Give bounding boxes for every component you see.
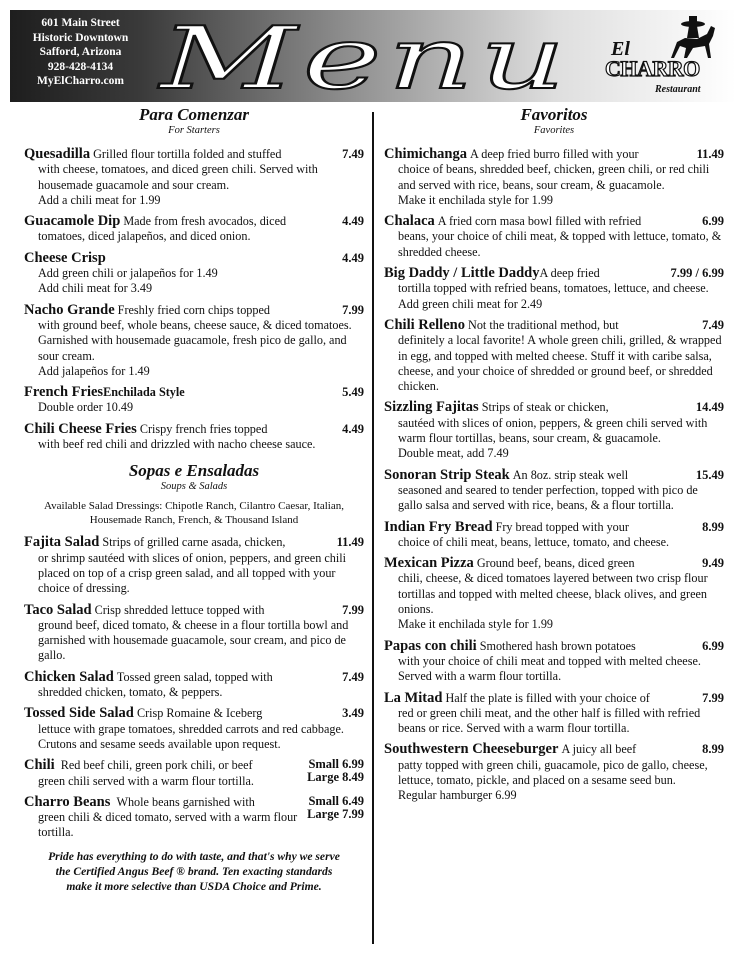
address-line: Safford, Arizona — [39, 46, 122, 58]
menu-item-cheese-crisp — [24, 251, 364, 297]
item-name: Nacho Grande — [24, 301, 115, 318]
item-body: with cheese, tomatoes, and diced green chili. Served with housemade guacamole and sour cream. — [38, 162, 318, 192]
menu-item-fajita-salad — [24, 535, 364, 596]
menu-item-nacho-grande — [24, 303, 364, 379]
item-sizes — [307, 795, 364, 821]
item-desc: Crisp shredded lettuce topped with — [94, 602, 265, 617]
item-price: 4.49 — [342, 250, 364, 265]
item-desc: Not the traditional method, but — [468, 317, 619, 332]
item-name: Sonoran Strip Steak — [384, 466, 510, 483]
item-desc: A fried corn masa bowl filled with refried — [437, 214, 642, 229]
item-body: tomatoes, diced jalapeños, and diced onion. — [38, 229, 251, 244]
restaurant-address — [18, 16, 143, 89]
item-name: Chili Cheese Fries — [24, 420, 137, 437]
item-name: Sizzling Fajitas — [384, 399, 479, 416]
item-price: 14.49 — [695, 400, 724, 415]
item-price: 7.99 — [342, 602, 364, 617]
item-body: with ground beef, whole beans, cheese sauce, & diced tomatoes. Garnished with housemade guacamole, fresh pico de gallo, and sour cream. — [38, 317, 352, 363]
logo-el: El — [611, 38, 630, 60]
note-line: make it more selective than USDA Choice and Prime. — [66, 879, 322, 893]
item-name: Cheese Crisp — [24, 249, 106, 266]
certified-angus-note — [24, 849, 364, 894]
section-subtitle-soups: Soups & Salads — [160, 481, 228, 493]
item-price-small: Small 6.99 — [308, 757, 364, 772]
right-column — [384, 106, 724, 810]
phone-number: 928-428-4134 — [47, 60, 114, 73]
section-subtitle-starters: For Starters — [168, 125, 220, 136]
menu-item-la-mitad — [384, 691, 724, 737]
item-desc: A juicy all beef — [561, 742, 637, 757]
item-body: Add green chili or jalapeños for 1.49 — [38, 266, 218, 281]
item-desc: An 8oz. strip steak well — [512, 467, 629, 482]
section-title-starters: Para Comenzar — [138, 105, 250, 124]
item-name: Fajita Salad — [24, 534, 100, 551]
item-body: definitely a local favorite! A whole green chili, grilled, & wrapped in egg, and topped with melted cheese. Stuff it with caribe salsa, cheese, and your choice of shredded or ground beef, or shredded chicken. — [398, 333, 722, 394]
address-line: Historic Downtown — [32, 31, 129, 44]
item-price: 4.49 — [342, 214, 364, 229]
menu-item-papas-con-chili — [384, 639, 724, 685]
item-name: Chalaca — [384, 213, 435, 230]
item-desc: Half the plate is filled with your choice of — [445, 690, 650, 705]
menu-item-chili — [24, 758, 364, 789]
item-body: tortilla topped with refried beans, tomatoes, lettuce, and cheese. Add green chili meat for 2.49 — [398, 281, 709, 311]
menu-item-chimichanga — [384, 147, 724, 208]
item-extra: Add chili meat for 3.49 — [38, 281, 153, 296]
item-name: Charro Beans — [24, 793, 111, 810]
item-price: 7.49 — [342, 669, 364, 684]
item-price-small: Small 6.49 — [308, 793, 364, 808]
item-price: 9.49 — [702, 556, 724, 571]
item-name: Quesadilla — [24, 146, 91, 162]
item-body: with your choice of chili meat and topped with melted cheese. Served with a warm flour tortilla. — [398, 653, 701, 684]
item-desc: Ground beef, beans, diced green — [476, 556, 635, 571]
item-price: 6.99 — [702, 638, 724, 653]
item-body: chili, cheese, & diced tomatoes layered between two crisp flour tortillas and topped with melted cheese, black olives, and green onions. — [398, 571, 708, 617]
item-price: 7.49 — [702, 317, 724, 332]
menu-item-mexican-pizza — [384, 556, 724, 632]
item-desc: Smothered hash brown potatoes — [479, 638, 636, 653]
item-desc: Crisp Romaine & Iceberg — [136, 706, 263, 721]
item-desc: Made from fresh avocados, diced — [123, 214, 287, 229]
menu-item-charro-beans — [24, 795, 364, 841]
item-extra: Regular hamburger 6.99 — [398, 788, 517, 803]
item-desc: Freshly fried corn chips topped — [117, 302, 270, 317]
item-extra: Add jalapeños for 1.49 — [38, 363, 150, 378]
item-body: Double order 10.49 — [38, 400, 134, 415]
item-price: 5.49 — [342, 385, 364, 400]
item-name: Chili Relleno — [384, 316, 465, 333]
item-body: choice of beans, shredded beef, chicken, green chili, or red chili and served with rice, beans, sour cream, & guacamole. — [398, 162, 710, 192]
item-body: green chili & diced tomato, served with a warm flour tortilla. — [38, 810, 298, 840]
item-price: 8.99 — [702, 742, 724, 757]
menu-item-southwestern-cheeseburger — [384, 742, 724, 803]
item-body: patty topped with green chili, guacamole, pico de gallo, cheese, lettuce, tomato, pickle, and placed on a sesame seed bun. — [398, 757, 708, 787]
logo-restaurant: Restaurant — [655, 84, 701, 95]
item-body: green chili served with a warm flour tortilla. — [38, 773, 254, 788]
item-name: Tossed Side Salad — [24, 705, 134, 722]
note-line: Pride has everything to do with taste, and that's why we serve — [48, 849, 340, 863]
item-name: Southwestern Cheeseburger — [384, 741, 559, 758]
item-desc: Red beef chili, green pork chili, or beef — [60, 758, 253, 773]
item-price: 11.49 — [336, 535, 364, 550]
item-desc: Whole beans garnished with — [116, 794, 255, 809]
menu-header — [10, 9, 736, 109]
column-divider — [372, 112, 374, 944]
item-body: red or green chili meat, and the other half is filled with refried beans or rice. Served with a warm flour tortilla. — [398, 705, 701, 736]
item-desc: Crispy french fries topped — [139, 421, 268, 436]
menu-item-chili-cheese-fries — [24, 422, 364, 453]
item-price: 6.99 — [702, 214, 724, 229]
item-desc: Strips of grilled carne asada, chicken, — [102, 535, 286, 550]
item-desc: Fry bread topped with your — [495, 519, 629, 534]
item-name: Guacamole Dip — [24, 213, 121, 230]
address-line: 601 Main Street — [41, 17, 120, 29]
menu-item-sonoran-strip-steak — [384, 468, 724, 514]
item-name: French Fries — [24, 384, 104, 401]
item-price: 8.99 — [702, 519, 724, 534]
section-title-soups: Sopas e Ensaladas — [128, 461, 260, 481]
item-name: Chili — [24, 757, 55, 774]
item-desc: A deep fried — [539, 266, 600, 281]
item-body: sautéed with slices of onion, peppers, & green chili served with warm flour tortillas, beans, sour cream, & guacamole. — [398, 415, 708, 446]
item-extra: Make it enchilada style for 1.99 — [398, 192, 554, 207]
item-extra: Add a chili meat for 1.99 — [38, 192, 161, 207]
item-desc: Strips of steak or chicken, — [481, 400, 609, 415]
item-desc: Enchilada Style — [103, 385, 185, 400]
el-charro-logo — [605, 12, 730, 102]
logo-charro: CHARRO — [605, 56, 700, 81]
menu-item-guacamole-dip — [24, 214, 364, 245]
menu-item-chili-relleno — [384, 318, 724, 394]
item-body: ground beef, diced tomato, & cheese in a flour tortilla bowl and garnished with housemade guacamole, sour cream, and pico de gallo. — [38, 617, 349, 663]
item-name: Chicken Salad — [24, 668, 114, 685]
item-body: seasoned and seared to tender perfection, topped with pico de gallo salsa and served with rice, beans, & a flour tortilla. — [398, 482, 698, 513]
item-price: 7.99 — [342, 302, 364, 317]
item-body: lettuce with grape tomatoes, shredded carrots and red cabbage. Crutons and sesame seeds available upon request. — [38, 721, 344, 751]
item-name: Papas con chili — [384, 637, 477, 654]
item-price-large: Large 8.49 — [307, 770, 364, 785]
item-price: 4.49 — [342, 421, 364, 436]
left-column — [24, 106, 364, 894]
menu-item-quesadilla — [24, 147, 364, 208]
item-price: 7.49 — [342, 147, 364, 161]
item-name: Big Daddy / Little Daddy — [384, 265, 540, 282]
item-desc: A deep fried burro filled with your — [470, 147, 639, 161]
item-price: 7.99 — [702, 690, 724, 705]
item-body: beans, your choice of chili meat, & topped with lettuce, tomato, & shredded cheese. — [398, 229, 722, 259]
section-title-favorites: Favoritos — [520, 105, 588, 124]
menu-item-tossed-side-salad — [24, 706, 364, 752]
menu-item-french-fries — [24, 385, 364, 416]
item-price: 3.49 — [342, 706, 364, 721]
menu-item-indian-fry-bread — [384, 520, 724, 551]
item-price: 7.99 / 6.99 — [670, 266, 724, 281]
menu-item-sizzling-fajitas — [384, 400, 724, 461]
item-price: 15.49 — [695, 467, 724, 482]
menu-item-chalaca — [384, 214, 724, 260]
item-name: Taco Salad — [24, 601, 92, 618]
item-body: shredded chicken, tomato, & peppers. — [38, 685, 223, 700]
item-name: La Mitad — [384, 689, 443, 706]
item-name: Indian Fry Bread — [384, 518, 493, 535]
item-desc: Tossed green salad, topped with — [116, 669, 273, 684]
item-name: Chimichanga — [384, 146, 467, 162]
menu-item-taco-salad — [24, 603, 364, 664]
menu-title: Menu — [160, 9, 572, 109]
item-extra: Make it enchilada style for 1.99 — [398, 617, 554, 632]
menu-item-chicken-salad — [24, 670, 364, 701]
item-desc: Grilled flour tortilla folded and stuffed — [93, 147, 282, 161]
horse-rider-icon — [663, 12, 725, 62]
item-price: 11.49 — [696, 147, 724, 161]
item-body: or shrimp sautéed with slices of onion, peppers, and green chili placed on top of a crisp green salad, and all topped with your choice of dressing. — [38, 550, 346, 596]
salad-dressings: Available Salad Dressings: Chipotle Ranch, Cilantro Caesar, Italian, Housemade Ranch, French, & Thousand Island — [44, 500, 344, 527]
website: MyElCharro.com — [37, 75, 124, 87]
section-subtitle-favorites: Favorites — [533, 125, 575, 136]
menu-item-big-daddy — [384, 266, 724, 312]
item-price-large: Large 7.99 — [307, 806, 364, 821]
item-body: choice of chili meat, beans, lettuce, tomato, and cheese. — [398, 534, 670, 549]
note-line: the Certified Angus Beef ® brand. Ten exacting standards — [55, 864, 333, 878]
item-body: with beef red chili and drizzled with nacho cheese sauce. — [38, 437, 316, 452]
item-extra: Double meat, add 7.49 — [398, 446, 509, 461]
item-sizes — [307, 758, 364, 784]
item-name: Mexican Pizza — [384, 555, 474, 572]
